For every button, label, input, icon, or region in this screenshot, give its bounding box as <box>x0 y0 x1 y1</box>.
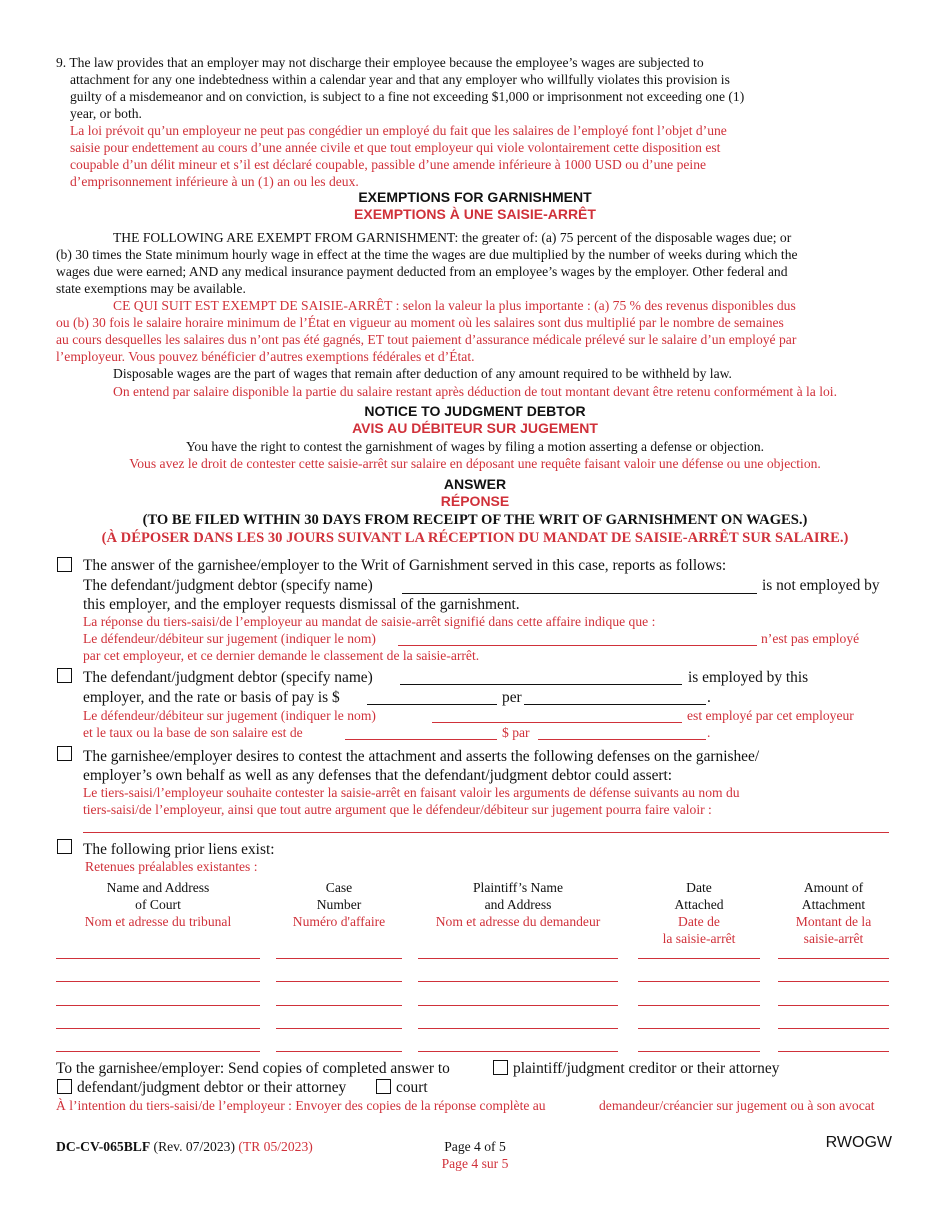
col-plaintiff-header <box>418 879 618 930</box>
para9-fr-line2: saisie pour endettement au cours d’une année civile et que tout employeur qui viole volontairement cette disposition est <box>70 140 721 155</box>
lien-field-r3-c3[interactable] <box>418 1005 618 1006</box>
pay-rate-field-fr[interactable] <box>345 739 497 740</box>
page-number-fr: Page 4 sur 5 <box>441 1156 509 1171</box>
opt1-en-line3: this employer, and the employer requests dismissal of the garnishment. <box>83 596 520 613</box>
opt2-en-line1b: is employed by this <box>688 669 809 686</box>
opt1-debtor-name-field-fr[interactable] <box>398 645 757 646</box>
exemptions-title-fr: EXEMPTIONS À UNE SAISIE-ARRÊT <box>354 206 596 222</box>
opt3-fr-line1: Le tiers-saisi/l’employeur souhaite contester la saisie-arrêt en faisant valoir les arguments de défense suivants au nom du <box>83 785 740 800</box>
exemptions-en-line3: wages due were earned; AND any medical insurance payment deducted from an employee’s wages by the employer. Other federal and <box>56 264 788 279</box>
opt1-en-line2a: The defendant/judgment debtor (specify name) <box>83 577 373 594</box>
form-id: DC-CV-065BLF <box>56 1139 151 1154</box>
not-employed-checkbox[interactable] <box>57 557 72 572</box>
exemptions-fr-line2: ou (b) 30 fois le salaire horaire minimum de l’État en vigueur au moment où les salaires sont dus multiplié par le nombre de semaines <box>56 315 784 330</box>
opt1-debtor-name-field[interactable] <box>402 593 757 594</box>
lien-field-r3-c2[interactable] <box>276 1005 402 1006</box>
form-revision: (Rev. 07/2023) <box>153 1139 235 1154</box>
lien-field-r4-c1[interactable] <box>56 1028 260 1029</box>
copies-fr-a: À l’intention du tiers-saisi/de l’employeur : Envoyer des copies de la réponse complète au <box>56 1098 546 1113</box>
lien-field-r5-c3[interactable] <box>418 1051 618 1052</box>
pay-basis-field[interactable] <box>524 704 706 705</box>
col-court-en2: of Court <box>135 897 181 912</box>
form-translation-revision: (TR 05/2023) <box>238 1139 313 1154</box>
opt2-fr-line1a: Le défendeur/débiteur sur jugement (indiquer le nom) <box>83 708 376 723</box>
para9-en-line2: attachment for any one indebtedness within a calendar year and that any employer who willfully violates this provision is <box>70 72 730 87</box>
col-court-en1: Name and Address <box>106 880 210 895</box>
col-case-en1: Case <box>325 880 353 895</box>
opt1-fr-line3: par cet employeur, et ce dernier demande le classement de la saisie-arrêt. <box>83 648 480 663</box>
lien-field-r5-c5[interactable] <box>778 1051 889 1052</box>
lien-field-r4-c2[interactable] <box>276 1028 402 1029</box>
opt1-fr-line1: La réponse du tiers-saisi/de l’employeur au mandat de saisie-arrêt signifié dans cette affaire indique que : <box>83 614 656 629</box>
exemptions-title-en: EXEMPTIONS FOR GARNISHMENT <box>358 189 592 205</box>
opt2-debtor-name-field-fr[interactable] <box>432 722 682 723</box>
col-court-fr1: Nom et adresse du tribunal <box>84 914 232 929</box>
lien-field-r2-c1[interactable] <box>56 981 260 982</box>
opt1-fr-line2a: Le défendeur/débiteur sur jugement (indiquer le nom) <box>83 631 376 646</box>
contest-checkbox[interactable] <box>57 746 72 761</box>
col-date-fr1: Date de <box>678 914 720 929</box>
opt2-en-line1a: The defendant/judgment debtor (specify name) <box>83 669 373 686</box>
lien-field-r4-c5[interactable] <box>778 1028 889 1029</box>
opt2-fr-line2b: $ par <box>502 725 530 740</box>
col-amount-fr1: Montant de la <box>795 914 872 929</box>
lien-field-r3-c1[interactable] <box>56 1005 260 1006</box>
exemptions-en-line4: state exemptions may be available. <box>56 281 246 296</box>
opt3-en-line2: employer’s own behalf as well as any defenses that the defendant/judgment debtor could assert: <box>83 767 673 784</box>
opt1-fr-line2b: n’est pas employé <box>761 631 860 646</box>
col-date-header <box>638 879 760 947</box>
answer-title-en: ANSWER <box>443 476 507 492</box>
lien-field-r3-c4[interactable] <box>638 1005 760 1006</box>
lien-field-r4-c3[interactable] <box>418 1028 618 1029</box>
footer-form-info <box>56 1138 313 1155</box>
copy-plaintiff-checkbox[interactable] <box>493 1060 508 1075</box>
lien-field-r1-c3[interactable] <box>418 958 618 959</box>
opt2-debtor-name-field[interactable] <box>400 684 682 685</box>
copies-fr-b: demandeur/créancier sur jugement ou à son avocat <box>599 1098 875 1113</box>
opt2-fr-line2a: et le taux ou la base de son salaire est de <box>83 725 303 740</box>
para9-en-line3: guilty of a misdemeanor and on conviction, is subject to a fine not exceeding $1,000 or imprisonment not exceeding one (1) <box>70 89 745 104</box>
opt1-en-line1: The answer of the garnishee/employer to the Writ of Garnishment served in this case, reports as follows: <box>83 557 727 574</box>
col-amount-en1: Amount of <box>803 880 864 895</box>
lien-field-r2-c2[interactable] <box>276 981 402 982</box>
opt4-en: The following prior liens exist: <box>83 841 275 858</box>
prior-liens-checkbox[interactable] <box>57 839 72 854</box>
copies-en-a: To the garnishee/employer: Send copies of completed answer to <box>56 1060 450 1077</box>
opt2-en-line2a: employer, and the rate or basis of pay is $ <box>83 689 340 706</box>
employed-checkbox[interactable] <box>57 668 72 683</box>
exemptions-fr-line4: l’employeur. Vous pouvez bénéficier d’autres exemptions fédérales et d’État. <box>56 349 475 364</box>
pay-rate-field[interactable] <box>367 704 497 705</box>
lien-field-r1-c1[interactable] <box>56 958 260 959</box>
lien-field-r2-c5[interactable] <box>778 981 889 982</box>
col-date-en2: Attached <box>674 897 724 912</box>
col-plaintiff-en1: Plaintiff’s Name <box>473 880 563 895</box>
col-plaintiff-en2: and Address <box>484 897 552 912</box>
lien-field-r2-c3[interactable] <box>418 981 618 982</box>
disposable-wages-fr: On entend par salaire disponible la partie du salaire restant après déduction de tout montant devant être retenu conformément à la loi. <box>113 384 837 399</box>
opt2-fr-line2c: . <box>707 725 711 740</box>
page-number-en: Page 4 of 5 <box>444 1139 506 1154</box>
lien-field-r3-c5[interactable] <box>778 1005 889 1006</box>
exemptions-fr-line3: au cours desquelles les salaires dus n’ont pas été gagnés, ET tout paiement d’assurance médicale prélevé sur le salaire d’un employé par <box>56 332 797 347</box>
exemptions-en-line2: (b) 30 times the State minimum hourly wage in effect at the time the wages are due multiplied by the number of weeks during which the <box>56 247 798 262</box>
pay-basis-field-fr[interactable] <box>538 739 706 740</box>
col-plaintiff-fr1: Nom et adresse du demandeur <box>435 914 601 929</box>
lien-field-r1-c2[interactable] <box>276 958 402 959</box>
para9-fr-line1: La loi prévoit qu’un employeur ne peut pas congédier un employé du fait que les salaires de l’employé font l’objet d’une <box>70 123 727 138</box>
notice-en: You have the right to contest the garnishment of wages by filing a motion asserting a defense or objection. <box>185 439 765 454</box>
lien-field-r5-c1[interactable] <box>56 1051 260 1052</box>
answer-title-fr: RÉPONSE <box>440 493 510 509</box>
para9-fr-line4: d’emprisonnement inférieure à un (1) an ou les deux. <box>70 174 359 189</box>
answer-deadline-fr: (À DÉPOSER DANS LES 30 JOURS SUIVANT LA RÉCEPTION DU MANDAT DE SAISIE-ARRÊT SUR SALAIRE.) <box>101 530 849 546</box>
notice-title-en: NOTICE TO JUDGMENT DEBTOR <box>364 403 586 419</box>
defenses-field[interactable] <box>83 832 889 833</box>
copies-en-d: court <box>396 1079 428 1096</box>
exemptions-fr-line1: CE QUI SUIT EST EXEMPT DE SAISIE-ARRÊT : selon la valeur la plus importante : (a) 75 % des revenus disponibles dus <box>113 298 796 313</box>
para9-en-line4: year, or both. <box>70 106 142 121</box>
opt4-fr: Retenues préalables existantes : <box>85 859 258 874</box>
para9-fr-line3: coupable d’un délit mineur et s’il est déclaré coupable, passible d’une amende inférieure à 1000 USD ou d’une peine <box>70 157 707 172</box>
lien-field-r1-c5[interactable] <box>778 958 889 959</box>
col-date-en1: Date <box>686 880 712 895</box>
opt2-en-line2b: per <box>502 689 522 706</box>
opt2-fr-line1b: est employé par cet employeur <box>687 708 854 723</box>
col-case-en2: Number <box>316 897 362 912</box>
col-amount-header <box>778 879 889 947</box>
opt1-en-line2b: is not employed by <box>762 577 880 594</box>
opt3-fr-line2: tiers-saisi/de l’employeur, ainsi que tout autre argument que le défendeur/débiteur sur jugement pourra faire valoir : <box>83 802 712 817</box>
col-case-fr1: Numéro d'affaire <box>292 914 386 929</box>
notice-title-fr: AVIS AU DÉBITEUR SUR JUGEMENT <box>352 420 598 436</box>
opt2-en-line2c: . <box>707 689 711 706</box>
copy-defendant-checkbox[interactable] <box>57 1079 72 1094</box>
lien-field-r5-c4[interactable] <box>638 1051 760 1052</box>
col-case-header <box>276 879 402 930</box>
lien-field-r4-c4[interactable] <box>638 1028 760 1029</box>
lien-field-r1-c4[interactable] <box>638 958 760 959</box>
copy-court-checkbox[interactable] <box>376 1079 391 1094</box>
lien-field-r2-c4[interactable] <box>638 981 760 982</box>
notice-fr: Vous avez le droit de contester cette saisie-arrêt sur salaire en déposant une requête faisant valoir une défense ou une objection. <box>129 456 821 471</box>
col-date-fr2: la saisie-arrêt <box>662 931 736 946</box>
copies-en-b: plaintiff/judgment creditor or their attorney <box>513 1060 780 1077</box>
para9-en-line1: 9. The law provides that an employer may not discharge their employee because the employee’s wages are subjected to <box>56 55 704 70</box>
exemptions-en-line1: THE FOLLOWING ARE EXEMPT FROM GARNISHMENT: the greater of: (a) 75 percent of the disposable wages due; or <box>113 230 792 245</box>
form-code: RWOGW <box>825 1134 892 1151</box>
disposable-wages-en: Disposable wages are the part of wages that remain after deduction of any amount required to be withheld by law. <box>113 366 732 381</box>
col-amount-en2: Attachment <box>801 897 866 912</box>
col-court-header <box>56 879 260 930</box>
col-amount-fr2: saisie-arrêt <box>803 931 864 946</box>
opt3-en-line1: The garnishee/employer desires to contest the attachment and asserts the following defenses on the garnishee/ <box>83 748 760 765</box>
lien-field-r5-c2[interactable] <box>276 1051 402 1052</box>
copies-en-c: defendant/judgment debtor or their attorney <box>77 1079 347 1096</box>
answer-deadline-en: (TO BE FILED WITHIN 30 DAYS FROM RECEIPT OF THE WRIT OF GARNISHMENT ON WAGES.) <box>142 512 808 528</box>
